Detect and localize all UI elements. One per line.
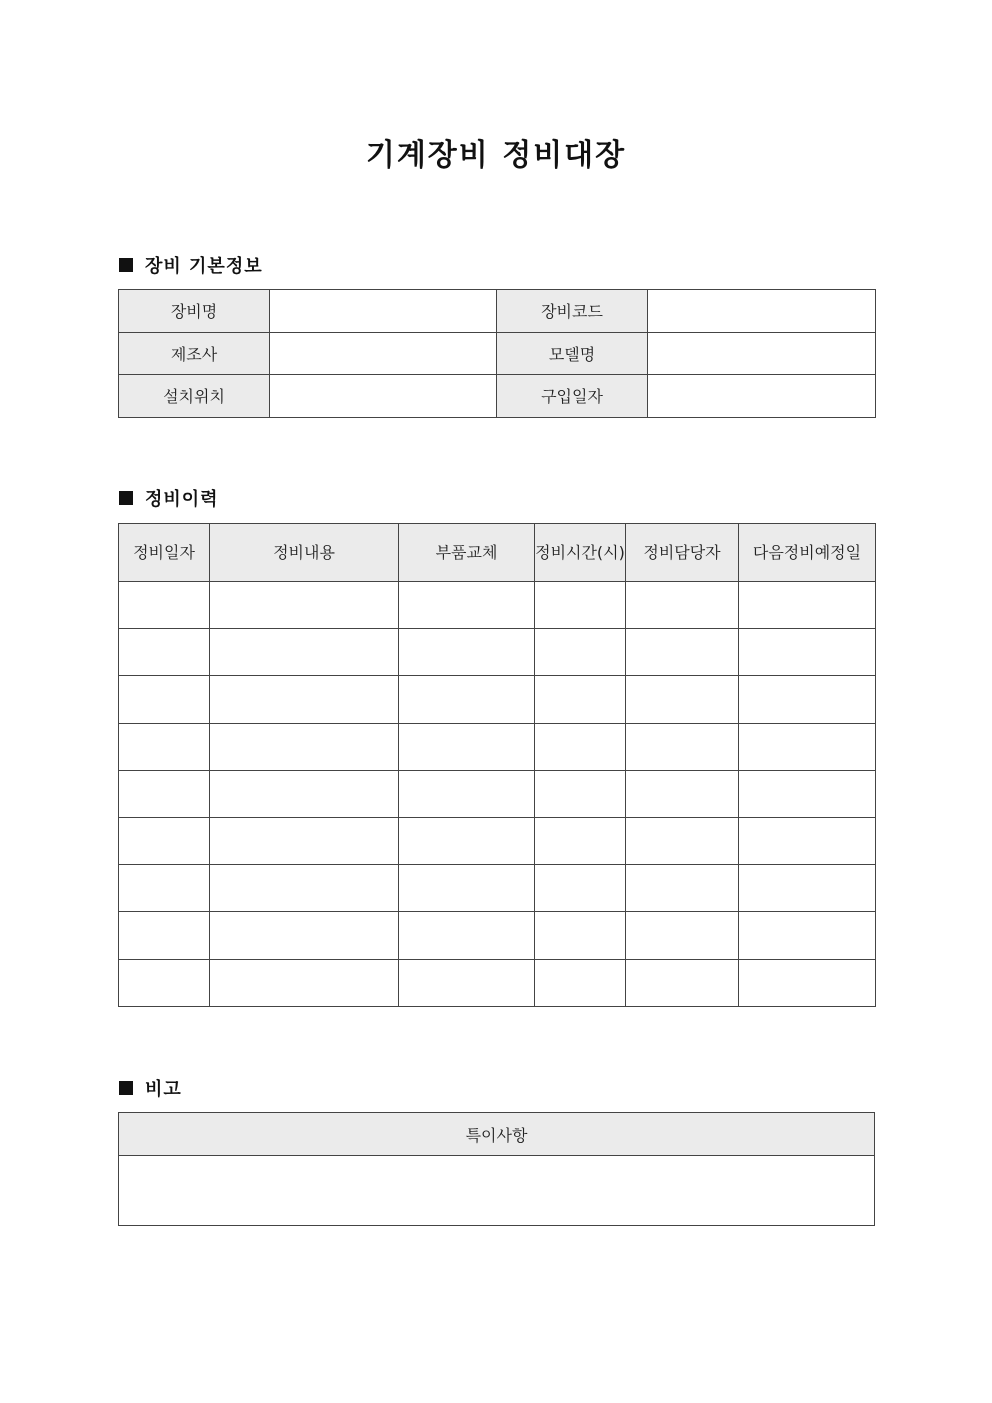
next-date-cell[interactable] <box>739 959 876 1006</box>
table-row <box>119 770 876 817</box>
technician-cell[interactable] <box>626 959 739 1006</box>
table-row <box>119 629 876 676</box>
column-header-content: 정비내용 <box>210 524 399 582</box>
parts-cell[interactable] <box>399 817 535 864</box>
parts-cell[interactable] <box>399 676 535 723</box>
section-title: 비고 <box>145 1079 182 1100</box>
remarks-table <box>118 1112 875 1226</box>
square-bullet-icon <box>119 258 133 272</box>
section-heading-history <box>119 486 219 510</box>
parts-cell[interactable] <box>399 959 535 1006</box>
technician-cell[interactable] <box>626 770 739 817</box>
technician-cell[interactable] <box>626 865 739 912</box>
table-row <box>119 865 876 912</box>
parts-cell[interactable] <box>399 865 535 912</box>
basic-info-table <box>118 289 876 418</box>
hours-cell[interactable] <box>535 817 626 864</box>
purchase-date-label: 구입일자 <box>497 375 648 418</box>
purchase-date-field[interactable] <box>648 375 876 418</box>
table-header-row <box>119 1113 875 1156</box>
column-header-hours: 정비시간(시) <box>535 524 626 582</box>
location-label: 설치위치 <box>119 375 270 418</box>
equipment-name-label: 장비명 <box>119 290 270 333</box>
equipment-code-field[interactable] <box>648 290 876 333</box>
square-bullet-icon <box>119 491 133 505</box>
table-row <box>119 332 876 375</box>
section-heading-basic-info <box>119 253 263 277</box>
content-cell[interactable] <box>210 865 399 912</box>
manufacturer-label: 제조사 <box>119 332 270 375</box>
section-heading-remarks <box>119 1076 182 1100</box>
square-bullet-icon <box>119 1081 133 1095</box>
table-header-row <box>119 524 876 582</box>
date-cell[interactable] <box>119 865 210 912</box>
table-row <box>119 375 876 418</box>
location-field[interactable] <box>270 375 497 418</box>
date-cell[interactable] <box>119 959 210 1006</box>
manufacturer-field[interactable] <box>270 332 497 375</box>
date-cell[interactable] <box>119 723 210 770</box>
content-cell[interactable] <box>210 912 399 959</box>
next-date-cell[interactable] <box>739 629 876 676</box>
document-title: 기계장비 정비대장 <box>365 138 627 173</box>
next-date-cell[interactable] <box>739 770 876 817</box>
parts-cell[interactable] <box>399 629 535 676</box>
hours-cell[interactable] <box>535 959 626 1006</box>
special-notes-header: 특이사항 <box>119 1113 875 1156</box>
date-cell[interactable] <box>119 582 210 629</box>
hours-cell[interactable] <box>535 912 626 959</box>
next-date-cell[interactable] <box>739 676 876 723</box>
hours-cell[interactable] <box>535 629 626 676</box>
parts-cell[interactable] <box>399 912 535 959</box>
column-header-date: 정비일자 <box>119 524 210 582</box>
content-cell[interactable] <box>210 629 399 676</box>
content-cell[interactable] <box>210 959 399 1006</box>
table-row <box>119 723 876 770</box>
technician-cell[interactable] <box>626 676 739 723</box>
table-row <box>119 582 876 629</box>
date-cell[interactable] <box>119 770 210 817</box>
section-title: 장비 기본정보 <box>145 256 263 277</box>
date-cell[interactable] <box>119 912 210 959</box>
column-header-parts: 부품교체 <box>399 524 535 582</box>
next-date-cell[interactable] <box>739 582 876 629</box>
technician-cell[interactable] <box>626 582 739 629</box>
technician-cell[interactable] <box>626 817 739 864</box>
technician-cell[interactable] <box>626 912 739 959</box>
table-row <box>119 676 876 723</box>
next-date-cell[interactable] <box>739 912 876 959</box>
section-title: 정비이력 <box>145 489 219 510</box>
table-row <box>119 959 876 1006</box>
column-header-technician: 정비담당자 <box>626 524 739 582</box>
table-row <box>119 912 876 959</box>
equipment-code-label: 장비코드 <box>497 290 648 333</box>
table-row <box>119 817 876 864</box>
table-row <box>119 1156 875 1226</box>
next-date-cell[interactable] <box>739 817 876 864</box>
model-name-label: 모델명 <box>497 332 648 375</box>
next-date-cell[interactable] <box>739 723 876 770</box>
hours-cell[interactable] <box>535 723 626 770</box>
technician-cell[interactable] <box>626 723 739 770</box>
next-date-cell[interactable] <box>739 865 876 912</box>
date-cell[interactable] <box>119 629 210 676</box>
parts-cell[interactable] <box>399 770 535 817</box>
parts-cell[interactable] <box>399 582 535 629</box>
hours-cell[interactable] <box>535 676 626 723</box>
technician-cell[interactable] <box>626 629 739 676</box>
date-cell[interactable] <box>119 817 210 864</box>
parts-cell[interactable] <box>399 723 535 770</box>
hours-cell[interactable] <box>535 582 626 629</box>
content-cell[interactable] <box>210 723 399 770</box>
model-name-field[interactable] <box>648 332 876 375</box>
content-cell[interactable] <box>210 770 399 817</box>
content-cell[interactable] <box>210 676 399 723</box>
content-cell[interactable] <box>210 817 399 864</box>
special-notes-field[interactable] <box>119 1156 875 1226</box>
date-cell[interactable] <box>119 676 210 723</box>
maintenance-history-table <box>118 523 876 1007</box>
content-cell[interactable] <box>210 582 399 629</box>
table-row <box>119 290 876 333</box>
hours-cell[interactable] <box>535 770 626 817</box>
equipment-name-field[interactable] <box>270 290 497 333</box>
column-header-next-date: 다음정비예정일 <box>739 524 876 582</box>
hours-cell[interactable] <box>535 865 626 912</box>
